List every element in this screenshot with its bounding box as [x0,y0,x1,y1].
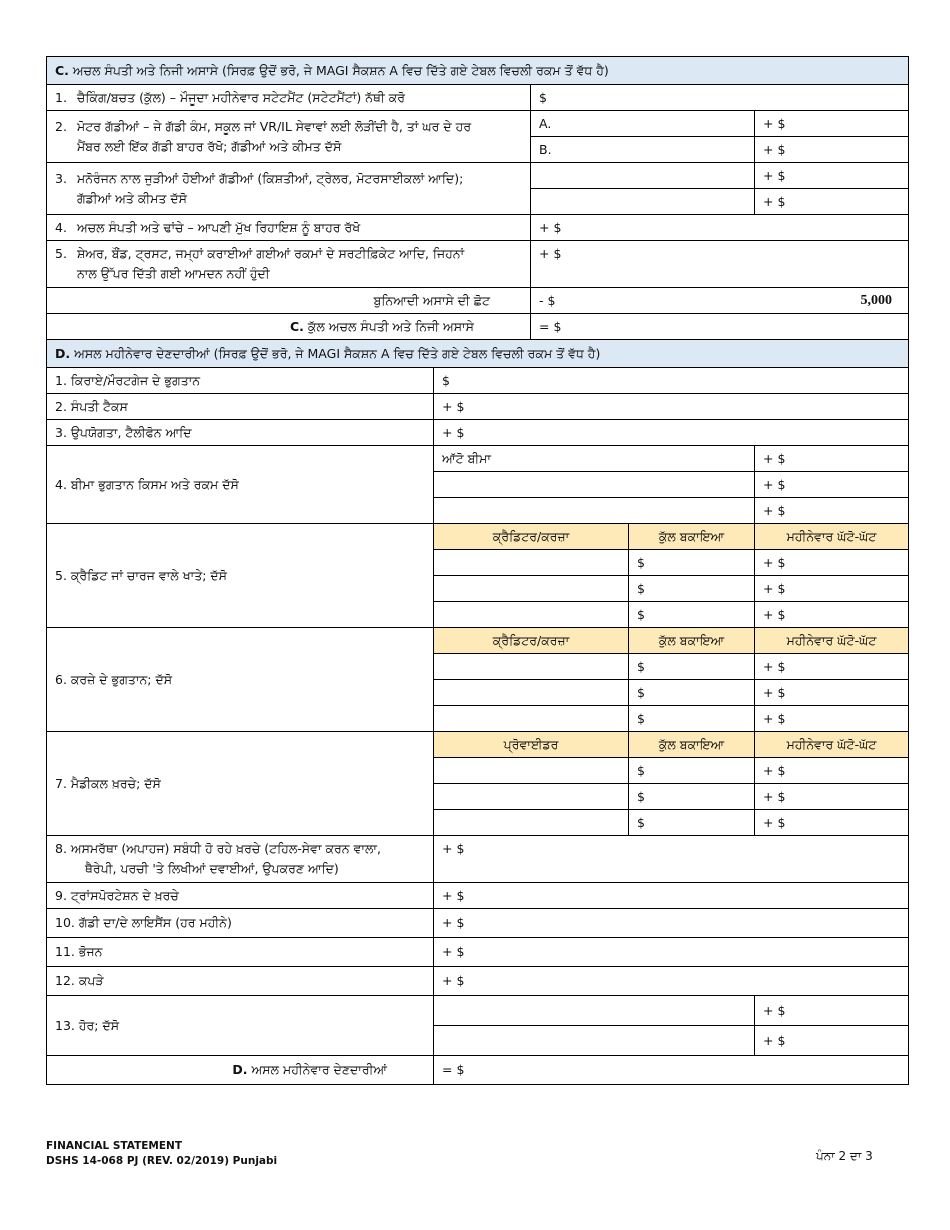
d-row7-monthly-field[interactable]: + $ [755,784,909,810]
c-exemption-field: - $ 5,000 [531,288,909,314]
d-row13-label: 13. ਹੋਰ; ਦੱਸੋ [47,996,434,1056]
d-row10-amount-field[interactable]: + $ [434,909,909,938]
d-row6-col-balance: ਕੁੱਲ ਬਕਾਇਆ [629,628,755,654]
d-row6-balance-field[interactable]: $ [629,706,755,732]
d-row5-monthly-field[interactable]: + $ [755,602,909,628]
c-row3-value-1-field[interactable]: + $ [755,163,909,189]
d-row5-balance-field[interactable]: $ [629,602,755,628]
d-row7-col-balance: ਕੁੱਲ ਬਕਾਇਆ [629,732,755,758]
d-row13-amount-1-field[interactable]: + $ [755,996,909,1026]
d-row6-balance-field[interactable]: $ [629,654,755,680]
d-row4-amount-1-field[interactable]: + $ [755,446,909,472]
d-row13-amount-2-field[interactable]: + $ [755,1026,909,1056]
d-row9-amount-field[interactable]: + $ [434,883,909,909]
d-row7-monthly-field[interactable]: + $ [755,758,909,784]
form-footer [46,1139,277,1169]
d-row2-label: 2. ਸੰਪਤੀ ਟੈਕਸ [47,394,434,420]
d-row5-creditor-field[interactable] [434,576,629,602]
section-c-header: C. ਅਚਲ ਸੰਪਤੀ ਅਤੇ ਨਿਜੀ ਅਸਾਸੇ (ਸਿਰਫ਼ ਉਦੋਂ ਭਰੋ, ਜੇ MAGI ਸੈਕਸ਼ਨ A ਵਿਚ ਦਿੱਤੇ ਗਏ ਟੇਬਲ ਵਿਚਲੀ ਰਕਮ ਤੋਂ ਵੱਧ ਹੈ) [47,57,909,85]
d-row8-amount-field[interactable]: + $ [434,836,909,883]
d-row13-describe-1-field[interactable] [434,996,755,1026]
d-row4-type-3-field[interactable] [434,498,755,524]
c-row1-label: 1. ਚੈਕਿੰਗ/ਬਚਤ (ਕੁੱਲ) – ਮੌਜੂਦਾ ਮਹੀਨੇਵਾਰ ਸਟੇਟਮੈਂਟ (ਸਟੇਟਮੈਂਟਾਂ) ਨੱਥੀ ਕਰੋ [47,85,531,111]
d-row5-monthly-field[interactable]: + $ [755,550,909,576]
d-row6-col-creditor: ਕ੍ਰੈਡਿਟਰ/ਕਰਜ਼ਾ [434,628,629,654]
d-row5-col-balance: ਕੁੱਲ ਬਕਾਇਆ [629,524,755,550]
d-row7-provider-field[interactable] [434,758,629,784]
d-row12-amount-field[interactable]: + $ [434,967,909,996]
d-row6-creditor-field[interactable] [434,680,629,706]
c-row3-label: 3. ਮਨੋਰੰਜਨ ਨਾਲ ਜੁੜੀਆਂ ਹੋਈਆਂ ਗੱਡੀਆਂ (ਕਿਸ਼ਤੀਆਂ, ਟ੍ਰੇਲਰ, ਮੋਟਰਸਾਈਕਲਾਂ ਆਦਿ); ਗੱਡੀਆਂ ਅਤੇ ਕੀਮਤ ਦੱਸੋ [47,163,531,215]
d-row5-creditor-field[interactable] [434,550,629,576]
financial-statement-form [46,56,908,1085]
d-row7-balance-field[interactable]: $ [629,758,755,784]
d-row5-col-monthly: ਮਹੀਨੇਵਾਰ ਘੱਟੋ-ਘੱਟ [755,524,909,550]
d-row8-label: 8. ਅਸਮਰੱਥਾ (ਅਪਾਹਜ) ਸਬੰਧੀ ਹੋ ਰਹੇ ਖ਼ਰਚੇ (ਟਹਿਲ-ਸੇਵਾ ਕਰਨ ਵਾਲਾ, ਥੈਰੇਪੀ, ਪਰਚੀ 'ਤੇ ਲਿਖੀਆਂ ਦਵਾਈਆਂ, ਉਪਕਰਣ ਆਦਿ) [47,836,434,883]
c-row4-amount-field[interactable]: + $ [531,215,909,241]
d-row4-type-2-field[interactable] [434,472,755,498]
d-total-field[interactable]: = $ [434,1056,909,1085]
c-total-field[interactable]: = $ [531,314,909,340]
c-row2-value-a-field[interactable]: + $ [755,111,909,137]
c-row3-value-2-field[interactable]: + $ [755,189,909,215]
d-row6-monthly-field[interactable]: + $ [755,706,909,732]
d-row7-provider-field[interactable] [434,784,629,810]
d-row5-col-creditor: ਕ੍ਰੈਡਿਟਰ/ਕਰਜ਼ਾ [434,524,629,550]
d-row3-label: 3. ਉਪਯੋਗਤਾ, ਟੈਲੀਫੋਨ ਆਦਿ [47,420,434,446]
c-row1-amount-field[interactable]: $ [531,85,909,111]
page-number: ਪੰਨਾ 2 ਦਾ 3 [816,1149,873,1163]
d-row7-col-provider: ਪ੍ਰੋਵਾਈਡਰ [434,732,629,758]
d-row11-amount-field[interactable]: + $ [434,938,909,967]
d-row6-balance-field[interactable]: $ [629,680,755,706]
d-row5-monthly-field[interactable]: + $ [755,576,909,602]
d-row7-label: 7. ਮੈਡੀਕਲ ਖ਼ਰਚੇ; ਦੱਸੋ [47,732,434,836]
d-row5-balance-field[interactable]: $ [629,550,755,576]
d-row6-col-monthly: ਮਹੀਨੇਵਾਰ ਘੱਟੋ-ਘੱਟ [755,628,909,654]
c-row5-amount-field[interactable]: + $ [531,241,909,288]
c-row5-label: 5. ਸ਼ੇਅਰ, ਬੌਂਡ, ਟ੍ਰਸਟ, ਜਮ੍ਹਾਂ ਕਰਾਈਆਂ ਗਈਆਂ ਰਕਮਾਂ ਦੇ ਸਰਟੀਫ਼ਿਕੇਟ ਆਦਿ, ਜਿਹਨਾਂ ਨਾਲ ਉੱਪਰ ਦਿੱਤੀ ਗਈ ਆਮਦਨ ਨਹੀਂ ਹੁੰਦੀ [47,241,531,288]
form-title: FINANCIAL STATEMENT [46,1140,182,1152]
d-row4-auto-insurance-field[interactable]: ਆੱਟੋ ਬੀਮਾ [434,446,755,472]
c-row3-vehicle-1-field[interactable] [531,163,755,189]
c-total-label: C. ਕੁੱਲ ਅਚਲ ਸੰਪਤੀ ਅਤੇ ਨਿਜੀ ਅਸਾਸੇ [47,314,531,340]
d-row5-label: 5. ਕ੍ਰੈਡਿਟ ਜਾਂ ਚਾਰਜ ਵਾਲੇ ਖਾਤੇ; ਦੱਸੋ [47,524,434,628]
d-row7-provider-field[interactable] [434,810,629,836]
d-total-label: D. ਅਸਲ ਮਹੀਨੇਵਾਰ ਦੇਣਦਾਰੀਆਂ [47,1056,434,1085]
c-exemption-label: ਬੁਨਿਆਦੀ ਅਸਾਸੇ ਦੀ ਛੋਟ [47,288,531,314]
d-row6-creditor-field[interactable] [434,706,629,732]
section-d-table [46,339,909,1085]
d-row4-amount-3-field[interactable]: + $ [755,498,909,524]
c-row4-label: 4. ਅਚਲ ਸੰਪਤੀ ਅਤੇ ਢਾਂਚੇ – ਆਪਣੀ ਮੁੱਖ ਰਿਹਾਇਸ਼ ਨੂੰ ਬਾਹਰ ਰੱਖੋ [47,215,531,241]
section-c-table [46,56,909,340]
d-row5-creditor-field[interactable] [434,602,629,628]
d-row1-amount-field[interactable]: $ [434,368,909,394]
c-exemption-value: 5,000 [860,292,893,308]
d-row12-label: 12. ਕਪੜੇ [47,967,434,996]
d-row7-col-monthly: ਮਹੀਨੇਵਾਰ ਘੱਟੋ-ਘੱਟ [755,732,909,758]
c-row2-label: 2. ਮੋਟਰ ਗੱਡੀਆਂ – ਜੇ ਗੱਡੀ ਕੰਮ, ਸਕੂਲ ਜਾਂ VR/IL ਸੇਵਾਵਾਂ ਲਈ ਲੋੜੀਂਦੀ ਹੈ, ਤਾਂ ਘਰ ਦੇ ਹਰ ਮੈਂਬਰ ਲਈ ਇੱਕ ਗੱਡੀ ਬਾਹਰ ਰੱਖੋ; ਗੱਡੀਆਂ ਅਤੇ ਕੀਮਤ ਦੱਸੋ [47,111,531,163]
d-row6-monthly-field[interactable]: + $ [755,654,909,680]
d-row5-balance-field[interactable]: $ [629,576,755,602]
d-row6-monthly-field[interactable]: + $ [755,680,909,706]
d-row7-balance-field[interactable]: $ [629,784,755,810]
d-row4-label: 4. ਬੀਮਾ ਭੁਗਤਾਨ ਕਿਸਮ ਅਤੇ ਰਕਮ ਦੱਸੋ [47,446,434,524]
d-row10-label: 10. ਗੱਡੀ ਦਾ/ਦੇ ਲਾਇਸੈਂਸ (ਹਰ ਮਹੀਨੇ) [47,909,434,938]
d-row7-monthly-field[interactable]: + $ [755,810,909,836]
d-row1-label: 1. ਕਿਰਾਏ/ਮੌਰਟਗੇਜ ਦੇ ਭੁਗਤਾਨ [47,368,434,394]
d-row7-balance-field[interactable]: $ [629,810,755,836]
d-row2-amount-field[interactable]: + $ [434,394,909,420]
d-row13-describe-2-field[interactable] [434,1026,755,1056]
c-row2-vehicle-b-field[interactable]: B. [531,137,755,163]
d-row6-creditor-field[interactable] [434,654,629,680]
c-row2-vehicle-a-field[interactable]: A. [531,111,755,137]
form-id: DSHS 14-068 PJ (REV. 02/2019) Punjabi [46,1155,278,1167]
d-row3-amount-field[interactable]: + $ [434,420,909,446]
d-row4-amount-2-field[interactable]: + $ [755,472,909,498]
section-d-header: D. ਅਸਲ ਮਹੀਨੇਵਾਰ ਦੇਣਦਾਰੀਆਂ (ਸਿਰਫ਼ ਉਦੋਂ ਭਰੋ, ਜੇ MAGI ਸੈਕਸ਼ਨ A ਵਿਚ ਦਿੱਤੇ ਗਏ ਟੇਬਲ ਵਿਚਲੀ ਰਕਮ ਤੋਂ ਵੱਧ ਹੈ) [47,340,909,368]
c-row2-value-b-field[interactable]: + $ [755,137,909,163]
d-row11-label: 11. ਭੋਜਨ [47,938,434,967]
d-row9-label: 9. ਟ੍ਰਾਂਸਪੋਰਟੇਸ਼ਨ ਦੇ ਖ਼ਰਚੇ [47,883,434,909]
d-row6-label: 6. ਕਰਜ਼ੇ ਦੇ ਭੁਗਤਾਨ; ਦੱਸੋ [47,628,434,732]
c-row3-vehicle-2-field[interactable] [531,189,755,215]
